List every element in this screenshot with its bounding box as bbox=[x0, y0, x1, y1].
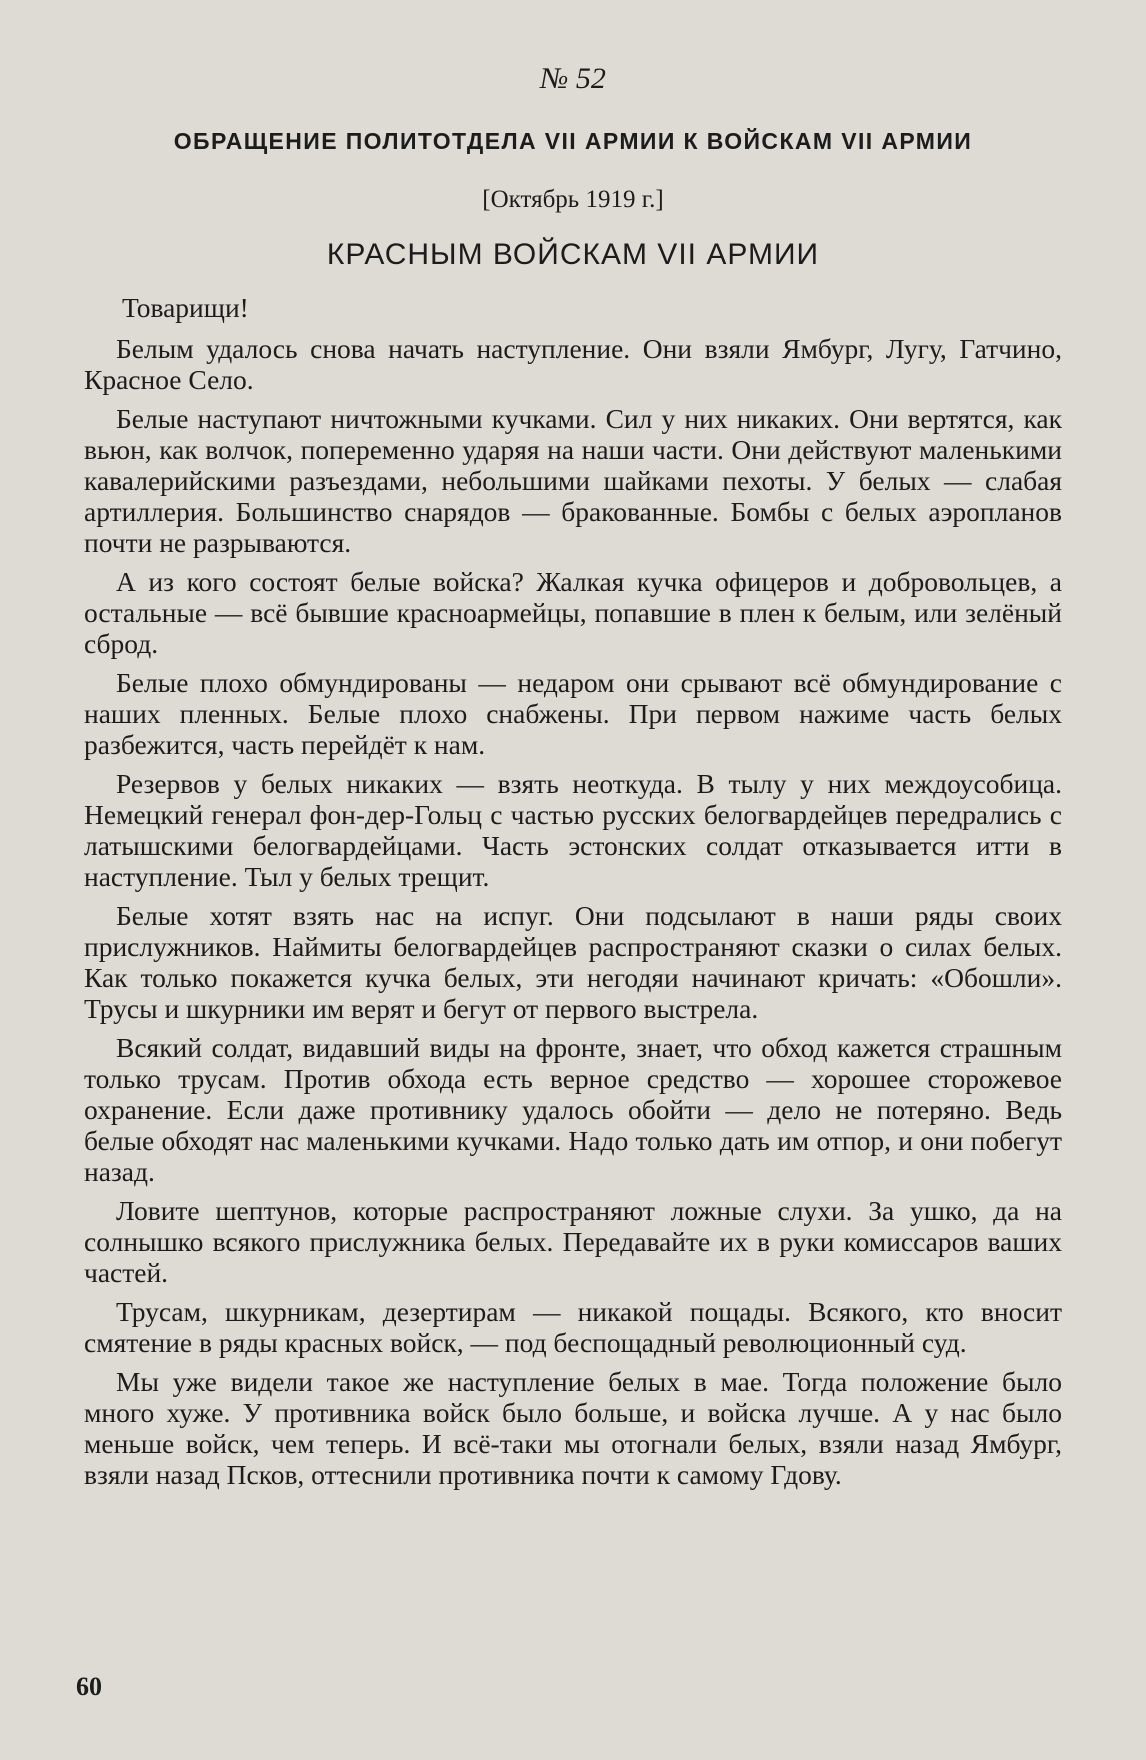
document-date: [Октябрь 1919 г.] bbox=[482, 186, 664, 213]
page-number: 60 bbox=[76, 1672, 102, 1701]
document-number: № 52 bbox=[540, 62, 606, 95]
paragraph: Мы уже видели такое же наступление белых в мае. Тогда положение было много хуже. У противника войск было больше, и войска лучше. А у нас было меньше войск, чем теперь. И всё-таки мы отогнали белых, взяли назад Ямбург, взяли назад Псков, оттеснили противника почти к самому Гдову. bbox=[84, 1366, 1062, 1490]
paragraph: Резервов у белых никаких — взять неоткуда. В тылу у них междоусобица. Немецкий генерал фон-дер-Гольц с частью русских белогвардейцев передрались с латышскими белогвардейцами. Часть эстонских солдат отказывается итти в наступление. Тыл у белых трещит. bbox=[84, 768, 1062, 892]
paragraph: А из кого состоят белые войска? Жалкая кучка офицеров и добровольцев, а остальные — всё бывшие красноармейцы, попавшие в плен к белым, или зелёный сброд. bbox=[84, 566, 1062, 659]
paragraph: Всякий солдат, видавший виды на фронте, знает, что обход кажется страшным только трусам. Против обхода есть верное средство — хорошее сторожевое охранение. Если даже противнику удалось обойти — дело не потеряно. Ведь белые обходят нас маленькими кучками. Надо только дать им отпор, и они побегут назад. bbox=[84, 1032, 1062, 1187]
document-body bbox=[84, 292, 1062, 1498]
paragraph: Ловите шептунов, которые распространяют ложные слухи. За ушко, да на солнышко всякого прислужника белых. Передавайте их в руки комиссаров ваших частей. bbox=[84, 1195, 1062, 1288]
greeting: Товарищи! bbox=[122, 292, 249, 323]
document-title: ОБРАЩЕНИЕ ПОЛИТОТДЕЛА VII АРМИИ К ВОЙСКАМ VII АРМИИ bbox=[173, 128, 973, 154]
paragraph: Белые наступают ничтожными кучками. Сил у них никаких. Они вертятся, как вьюн, как волчок, попеременно ударяя на наши части. Они действуют маленькими кавалерийскими разъездами, небольшими шайками пехоты. У белых — слабая артиллерия. Большинство снарядов — бракованные. Бомбы с белых аэропланов почти не разрываются. bbox=[84, 403, 1062, 558]
paragraph: Белым удалось снова начать наступление. Они взяли Ямбург, Лугу, Гатчино, Красное Село. bbox=[84, 333, 1062, 395]
paragraph: Белые плохо обмундированы — недаром они срывают всё обмундирование с наших пленных. Белые плохо снабжены. При первом нажиме часть белых разбежится, часть перейдёт к нам. bbox=[84, 667, 1062, 760]
paragraph: Белые хотят взять нас на испуг. Они подсылают в наши ряды своих прислужников. Наймиты белогвардейцев распространяют сказки о силах белых. Как только покажется кучка белых, эти негодяи начинают кричать: «Обошли». Трусы и шкурники им верят и бегут от первого выстрела. bbox=[84, 900, 1062, 1024]
paragraph: Трусам, шкурникам, дезертирам — никакой пощады. Всякого, кто вносит смятение в ряды красных войск, — под беспощадный революционный суд. bbox=[84, 1296, 1062, 1358]
address-heading: КРАСНЫМ ВОЙСКАМ VII АРМИИ bbox=[326, 238, 820, 271]
